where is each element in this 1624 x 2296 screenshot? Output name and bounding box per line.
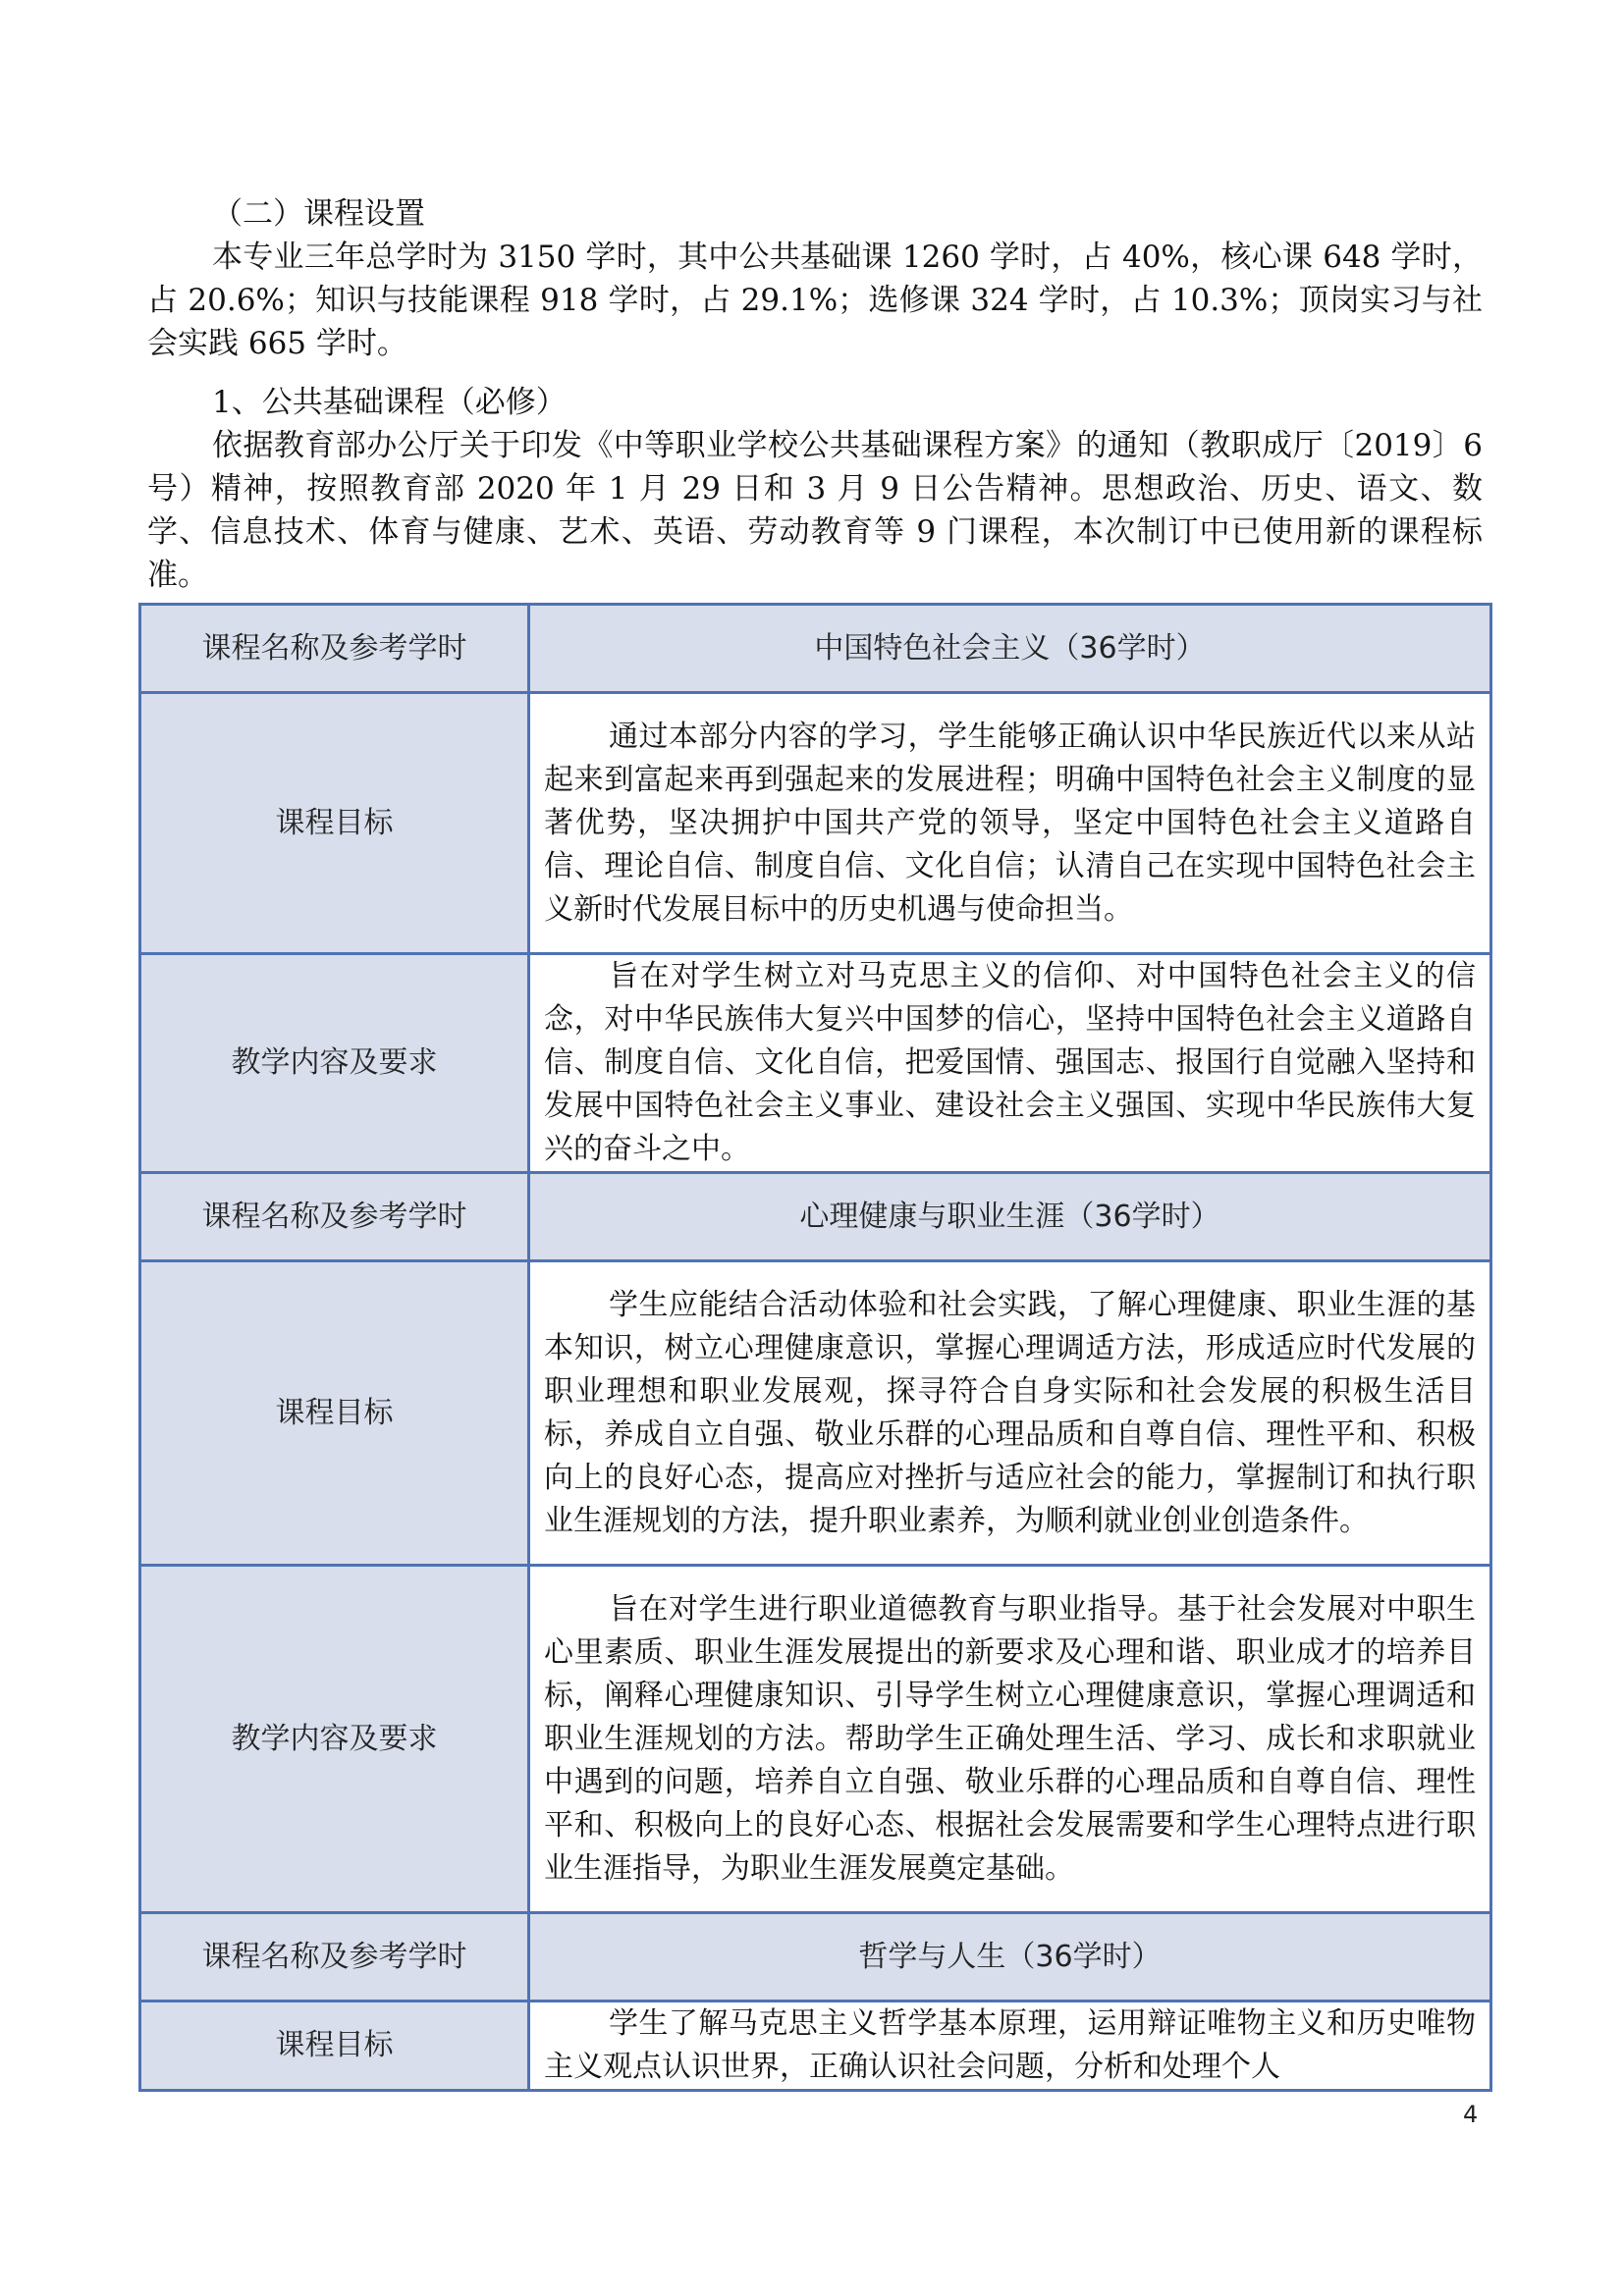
course-goal-text: 学生应能结合活动体验和社会实践，了解心理健康、职业生涯的基本知识，树立心理健康意识，掌握心理调适方法，形成适应时代发展的职业理想和职业发展观，探寻符合自身实际和社会发展的积极生活目标，养成自立自强、敬业乐群的心理品质和自尊自信、理性平和、积极向上的良好心态，提高应对挫折与适应社会的能力，掌握制订和执行职业生涯规划的方法，提升职业素养，为顺利就业创业创造条件。 bbox=[544, 1287, 1476, 1538]
course-name-row bbox=[140, 1913, 1491, 2002]
course-name-row bbox=[140, 1173, 1491, 1261]
course-name-row bbox=[140, 605, 1491, 693]
course-goal-text: 学生了解马克思主义哲学基本原理，运用辩证唯物主义和历史唯物主义观点认识世界，正确认识社会问题，分析和处理个人 bbox=[544, 2006, 1476, 2084]
course-content-cell bbox=[529, 954, 1491, 1173]
document-body bbox=[147, 192, 1483, 597]
course-goal-label: 课程目标 bbox=[140, 1261, 529, 1566]
course-goal-row bbox=[140, 693, 1491, 954]
course-goal-row bbox=[140, 2002, 1491, 2091]
course-content-cell bbox=[529, 1566, 1491, 1913]
course-goal-label: 课程目标 bbox=[140, 2002, 529, 2091]
course-name: 哲学与人生（36学时） bbox=[529, 1913, 1491, 2002]
course-table bbox=[138, 603, 1492, 2092]
course-goal-cell bbox=[529, 2002, 1491, 2091]
course-name-label: 课程名称及参考学时 bbox=[140, 1173, 529, 1261]
course-goal-row bbox=[140, 1261, 1491, 1566]
course-goal-label: 课程目标 bbox=[140, 693, 529, 954]
course-name: 中国特色社会主义（36学时） bbox=[529, 605, 1491, 693]
course-name: 心理健康与职业生涯（36学时） bbox=[529, 1173, 1491, 1261]
section-title: （二）课程设置 bbox=[212, 196, 425, 232]
course-content-row bbox=[140, 1566, 1491, 1913]
course-content-text: 旨在对学生进行职业道德教育与职业指导。基于社会发展对中职生心里素质、职业生涯发展提出的新要求及心理和谐、职业成才的培养目标，阐释心理健康知识、引导学生树立心理健康意识，掌握心理调适和职业生涯规划的方法。帮助学生正确处理生活、学习、成长和求职就业中遇到的问题，培养自立自强、敬业乐群的心理品质和自尊自信、理性平和、积极向上的良好心态、根据社会发展需要和学生心理特点进行职业生涯指导，为职业生涯发展奠定基础。 bbox=[544, 1591, 1476, 1886]
subsection-text: 依据教育部办公厅关于印发《中等职业学校公共基础课程方案》的通知（教职成厅〔2019〕6 号）精神，按照教育部 2020 年 1 月 29 日和 3 月 9 日公告精神。思想政治、历史、语文、数学、信息技术、体育与健康、艺术、英语、劳动教育等 9 门课程，本次制订中已使用新的课程标准。 bbox=[147, 428, 1483, 593]
course-content-label: 教学内容及要求 bbox=[140, 954, 529, 1173]
course-goal-cell bbox=[529, 1261, 1491, 1566]
course-content-label: 教学内容及要求 bbox=[140, 1566, 529, 1913]
course-goal-text: 通过本部分内容的学习，学生能够正确认识中华民族近代以来从站起来到富起来再到强起来的发展进程；明确中国特色社会主义制度的显著优势，坚决拥护中国共产党的领导，坚定中国特色社会主义道路自信、理论自信、制度自信、文化自信；认清自己在实现中国特色社会主义新时代发展目标中的历史机遇与使命担当。 bbox=[544, 719, 1476, 927]
section-intro: 本专业三年总学时为 3150 学时，其中公共基础课 1260 学时，占 40%，核心课 648 学时，占 20.6%；知识与技能课程 918 学时，占 29.1%；选修课 324 学时，占 10.3%；顶岗实习与社会实践 665 学时。 bbox=[147, 240, 1483, 361]
page-number: 4 bbox=[1463, 2101, 1479, 2128]
course-name-label: 课程名称及参考学时 bbox=[140, 605, 529, 693]
subsection-title: 1、公共基础课程（必修） bbox=[212, 385, 567, 420]
course-goal-cell bbox=[529, 693, 1491, 954]
course-name-label: 课程名称及参考学时 bbox=[140, 1913, 529, 2002]
course-content-text: 旨在对学生树立对马克思主义的信仰、对中国特色社会主义的信念，对中华民族伟大复兴中国梦的信心，坚持中国特色社会主义道路自信、制度自信、文化自信，把爱国情、强国志、报国行自觉融入坚持和发展中国特色社会主义事业、建设社会主义强国、实现中华民族伟大复兴的奋斗之中。 bbox=[544, 959, 1476, 1166]
course-content-row bbox=[140, 954, 1491, 1173]
